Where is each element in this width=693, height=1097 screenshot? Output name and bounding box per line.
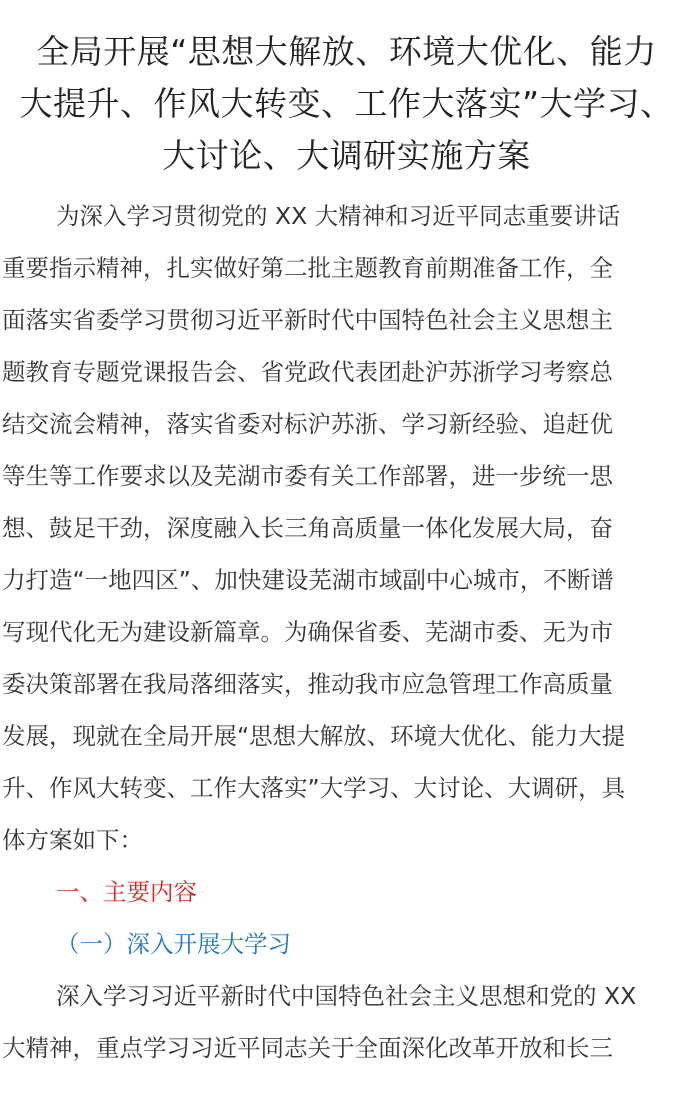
paragraph-line: 力打造“一地四区”、加快建设芜湖市域副中心城市，不断谱 <box>2 566 614 594</box>
title-line: 大提升、作风大转变、工作大落实”大学习、 <box>19 84 674 123</box>
paragraph-line: 为深入学习贯彻党的 XX 大精神和习近平同志重要讲话 <box>56 202 621 230</box>
paragraph-line: 等生等工作要求以及芜湖市委有关工作部署，进一步统一思 <box>2 462 613 490</box>
intro-paragraph <box>2 190 689 866</box>
paragraph-line: 大精神，重点学习习近平同志关于全面深化改革开放和长三 <box>2 1034 613 1062</box>
document-title <box>0 0 693 182</box>
document-body <box>0 182 693 1074</box>
study-paragraph <box>2 970 689 1074</box>
title-line: 全局开展“思想大解放、环境大优化、能力 <box>36 32 657 71</box>
paragraph-line: 发展，现就在全局开展“思想大解放、环境大优化、能力大提 <box>2 722 626 750</box>
paragraph-line: 委决策部署在我局落细落实，推动我市应急管理工作高质量 <box>2 670 613 698</box>
section-heading: 一、主要内容 <box>56 878 197 906</box>
paragraph-line: 结交流会精神，落实省委对标沪苏浙、学习新经验、追赶优 <box>2 410 613 438</box>
title-line: 大讨论、大调研实施方案 <box>162 136 531 175</box>
paragraph-line: 升、作风大转变、工作大落实”大学习、大讨论、大调研，具 <box>2 774 626 802</box>
paragraph-line: 体方案如下： <box>2 826 143 854</box>
paragraph-line: 重要指示精神，扎实做好第二批主题教育前期准备工作，全 <box>2 254 613 282</box>
paragraph-line: 题教育专题党课报告会、省党政代表团赴沪苏浙学习考察总 <box>2 358 613 386</box>
paragraph-line: 想、鼓足干劲，深度融入长三角高质量一体化发展大局，奋 <box>2 514 613 542</box>
subsection-heading: （一）深入开展大学习 <box>56 930 291 958</box>
paragraph-line: 写现代化无为建设新篇章。为确保省委、芜湖市委、无为市 <box>2 618 613 646</box>
paragraph-line: 面落实省委学习贯彻习近平新时代中国特色社会主义思想主 <box>2 306 613 334</box>
paragraph-line: 深入学习习近平新时代中国特色社会主义思想和党的 XX <box>56 982 637 1010</box>
